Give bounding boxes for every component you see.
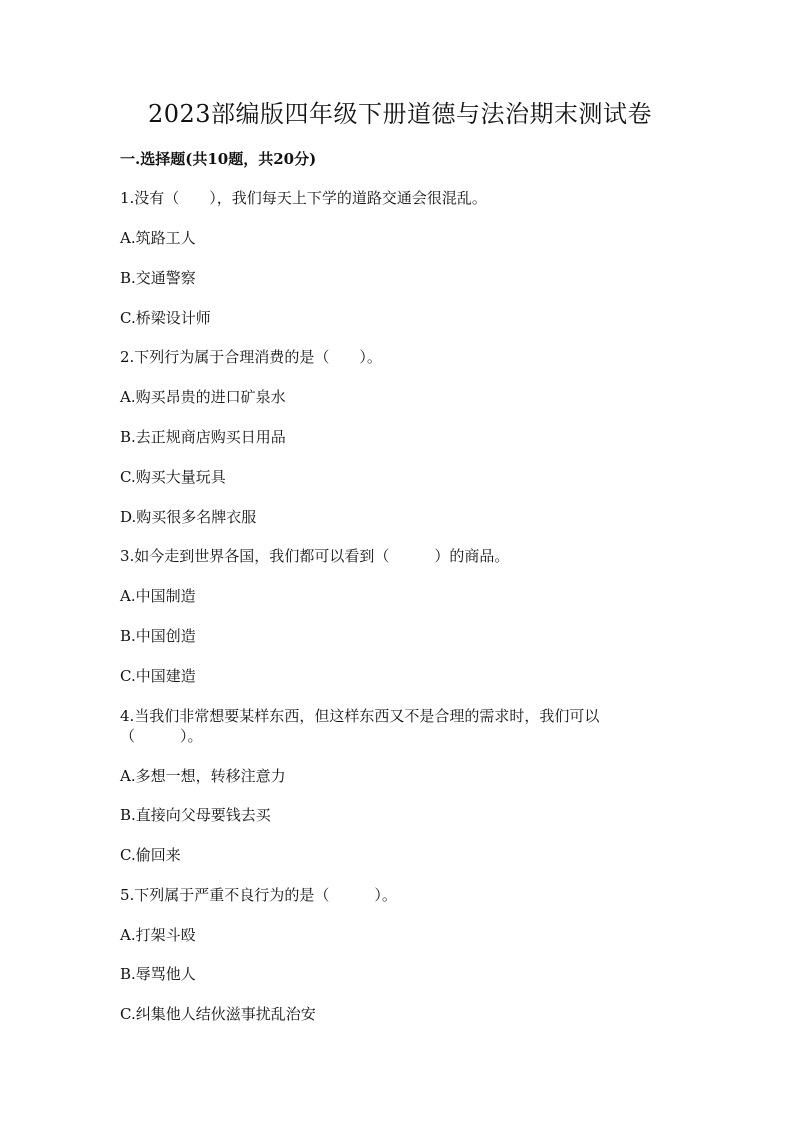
question-4-option-c: C.偷回来 xyxy=(120,846,181,864)
question-4-stem: 4.当我们非常想要某样东西，但这样东西又不是合理的需求时，我们可以 xyxy=(120,707,600,725)
question-3-stem: 3.如今走到世界各国，我们都可以看到（ ）的商品。 xyxy=(120,547,510,565)
question-5-option-c: C.纠集他人结伙滋事扰乱治安 xyxy=(120,1005,316,1023)
question-3-option-b: B.中国创造 xyxy=(120,627,196,645)
question-2-option-b: B.去正规商店购买日用品 xyxy=(120,428,286,446)
question-1-option-b: B.交通警察 xyxy=(120,269,196,287)
question-2-stem: 2.下列行为属于合理消费的是（ ）。 xyxy=(120,348,382,366)
question-1-stem: 1.没有（ ），我们每天上下学的道路交通会很混乱。 xyxy=(120,189,487,207)
question-2-option-a: A.购买昂贵的进口矿泉水 xyxy=(120,388,286,406)
question-2-option-d: D.购买很多名牌衣服 xyxy=(120,508,257,526)
exam-title: 2023部编版四年级下册道德与法治期末测试卷 xyxy=(147,100,653,128)
question-4-stem-continued: （ ）。 xyxy=(120,727,203,745)
question-4-option-b: B.直接向父母要钱去买 xyxy=(120,806,271,824)
question-3-option-a: A.中国制造 xyxy=(120,587,196,605)
question-2-option-c: C.购买大量玩具 xyxy=(120,468,226,486)
question-5-option-a: A.打架斗殴 xyxy=(120,926,196,944)
question-5-stem: 5.下列属于严重不良行为的是（ ）。 xyxy=(120,886,397,904)
question-4-option-a: A.多想一想，转移注意力 xyxy=(120,767,286,785)
question-5-option-b: B.辱骂他人 xyxy=(120,965,196,983)
question-1-option-a: A.筑路工人 xyxy=(120,229,196,247)
question-1-option-c: C.桥梁设计师 xyxy=(120,309,211,327)
section-heading: 一.选择题(共10题，共20分) xyxy=(120,150,317,168)
question-3-option-c: C.中国建造 xyxy=(120,667,196,685)
